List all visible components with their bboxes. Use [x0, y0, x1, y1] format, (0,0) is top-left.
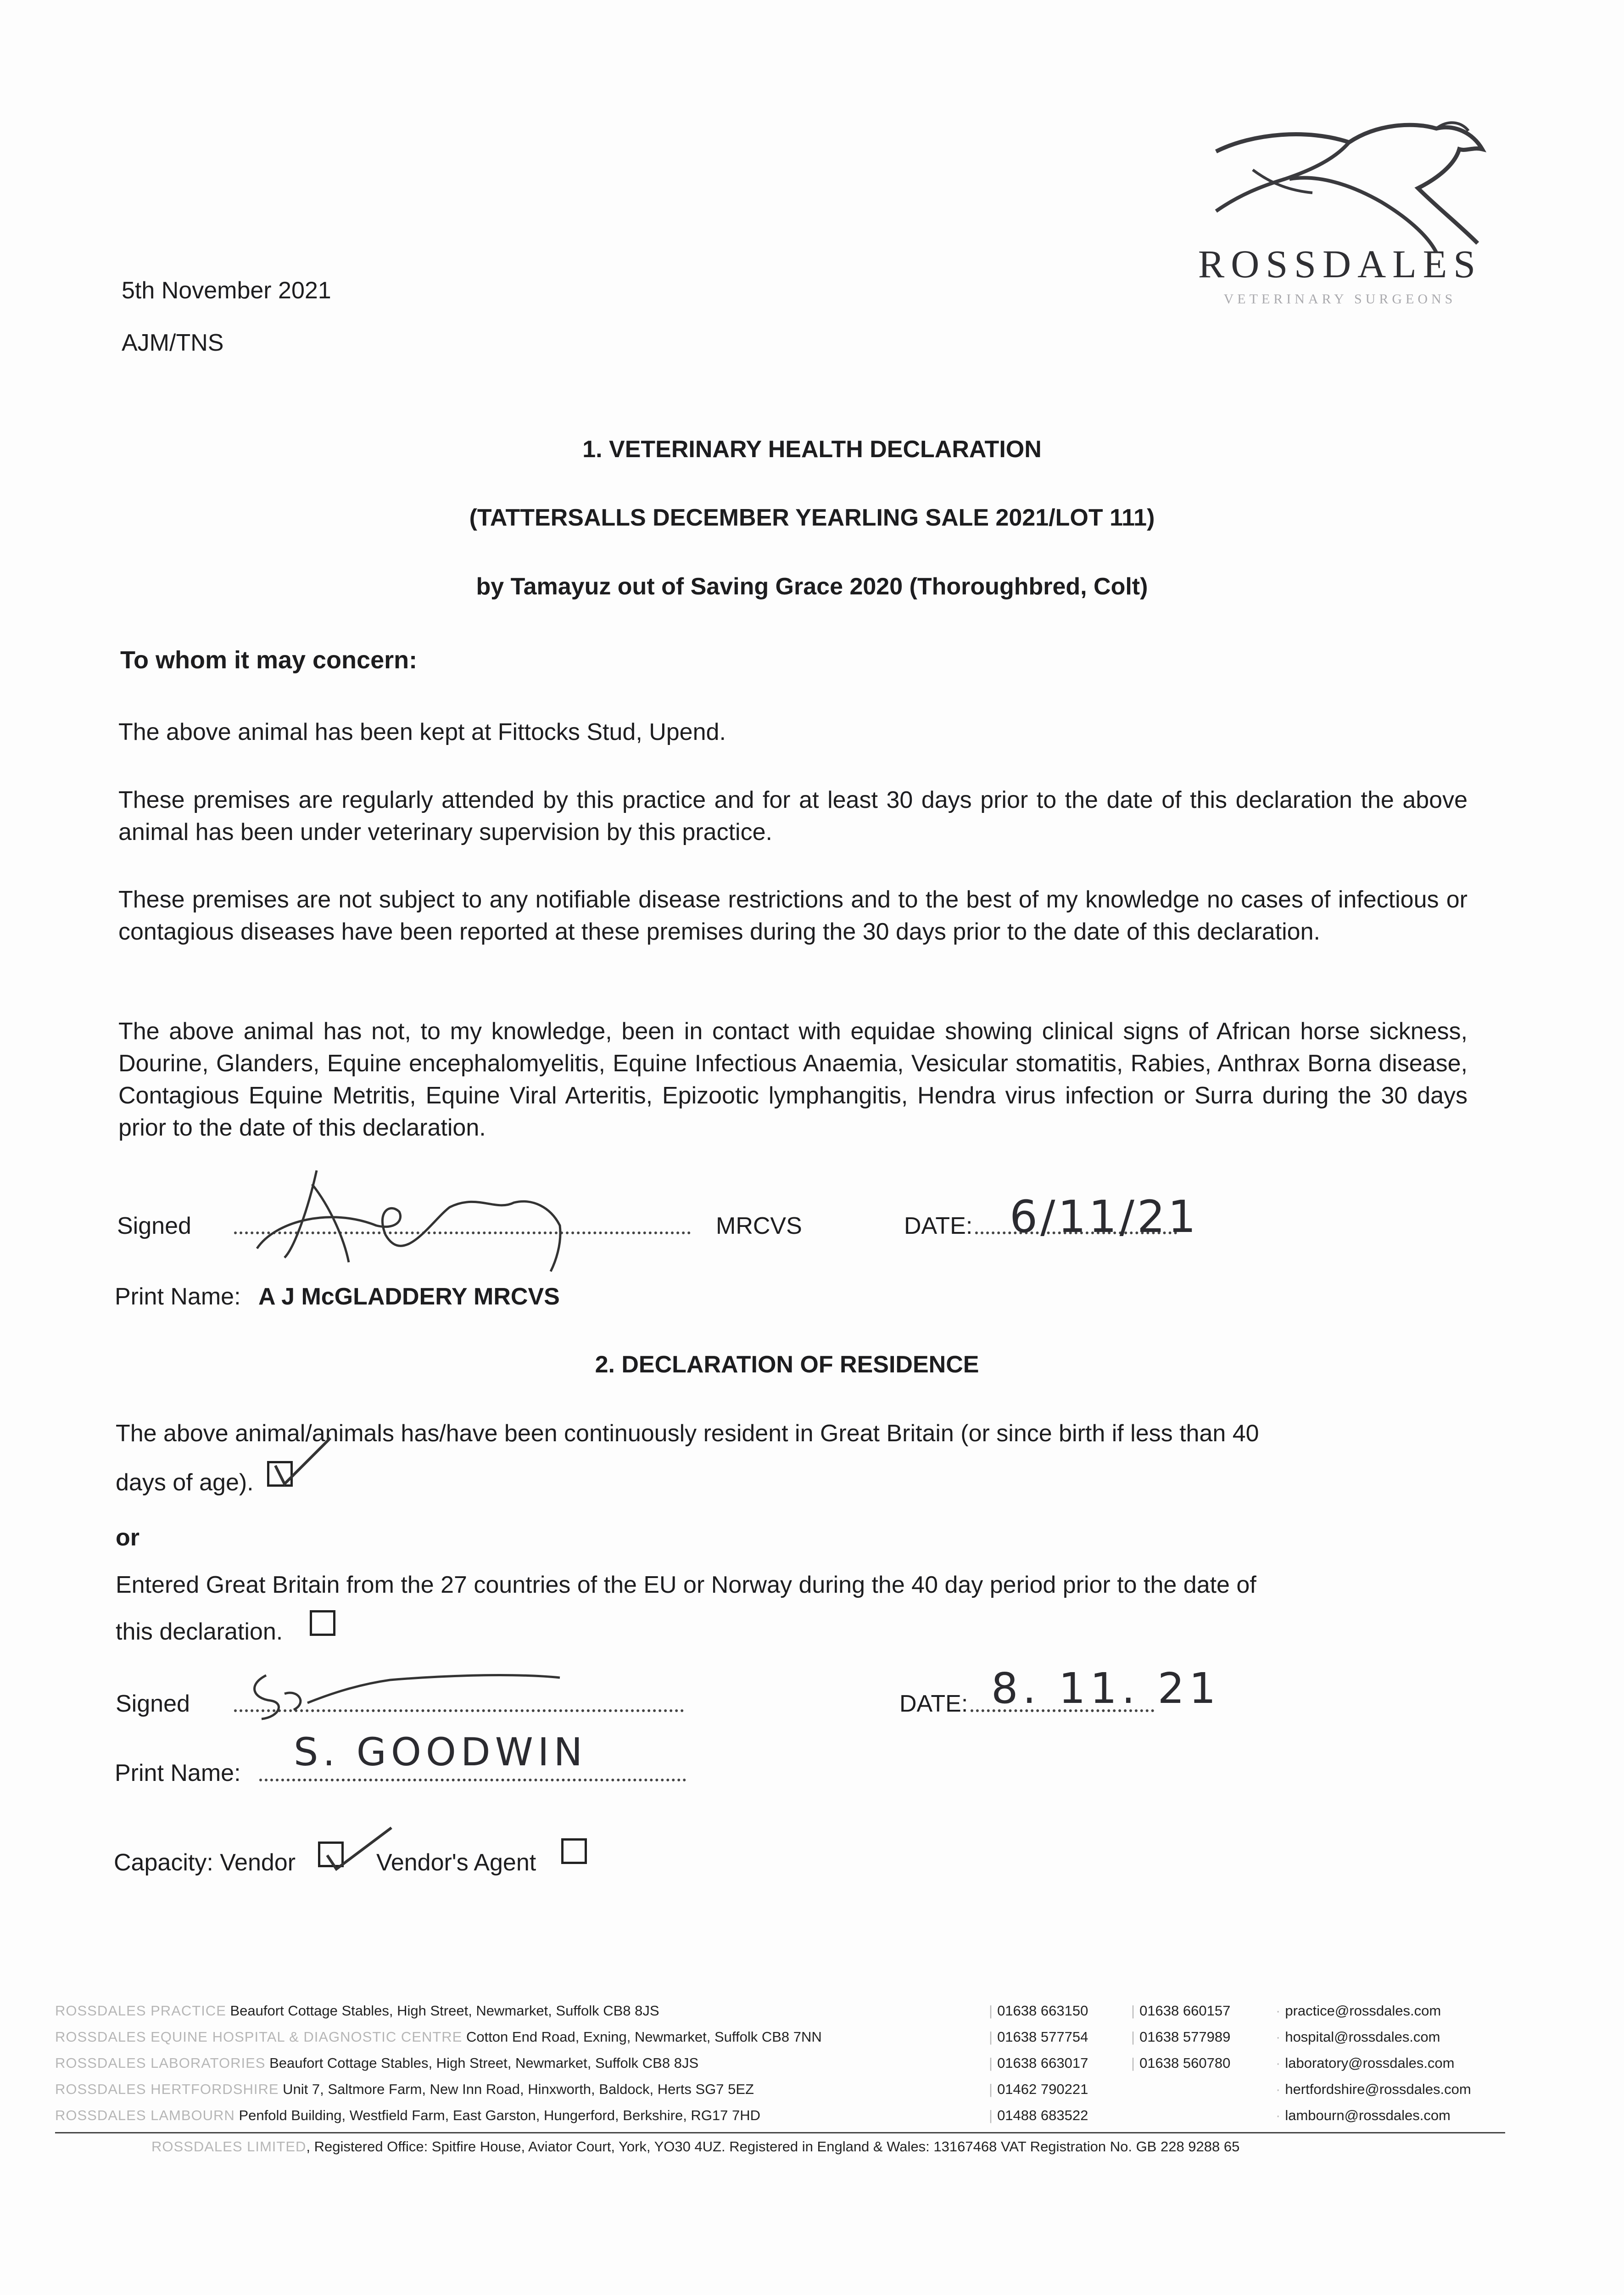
footer-phone: 01638 663150 — [997, 2003, 1088, 2019]
option2-text-a: Entered Great Britain from the 27 countries of the EU or Norway during the 40 day period prior to the date of — [116, 1572, 1256, 1598]
footer-address: Penfold Building, Westfield Farm, East Garston, Hungerford, Berkshire, RG17 7HD — [239, 2107, 761, 2123]
capacity-label: Capacity: Vendor — [114, 1849, 296, 1876]
section1-heading: 1. VETERINARY HEALTH DECLARATION — [582, 436, 1042, 463]
footer-registered-text: , Registered Office: Spitfire House, Aviator Court, York, YO30 4UZ. Registered in England & Wales: 13167468 VAT Registration No. GB 228 9288 65 — [306, 2138, 1240, 2155]
footer-email[interactable]: laboratory@rossdales.com — [1285, 2055, 1455, 2071]
option1-text-b: days of age). — [116, 1469, 254, 1496]
vendor-checkbox[interactable] — [318, 1842, 344, 1867]
vendor-agent-checkbox[interactable] — [561, 1838, 587, 1864]
rossdales-logo — [1189, 115, 1491, 330]
footer-address: Unit 7, Saltmore Farm, New Inn Road, Hinxworth, Baldock, Herts SG7 5EZ — [283, 2081, 754, 2097]
signed-label-2: Signed — [116, 1690, 190, 1717]
checkmark-icon — [271, 1433, 335, 1498]
signed-label-1: Signed — [117, 1213, 191, 1239]
footer-email[interactable]: hospital@rossdales.com — [1285, 2029, 1440, 2045]
paragraph-kept-at: The above animal has been kept at Fittocks Stud, Upend. — [118, 719, 726, 745]
section2-heading: 2. DECLARATION OF RESIDENCE — [595, 1351, 979, 1378]
footer-phone: 01488 683522 — [997, 2107, 1088, 2123]
footer-address: Beaufort Cottage Stables, High Street, Newmarket, Suffolk CB8 8JS — [230, 2003, 659, 2019]
print-name-label-1: Print Name: — [115, 1283, 241, 1310]
footer-dept: ROSSDALES LAMBOURN — [55, 2107, 235, 2123]
print-name-value-1: A J McGLADDERY MRCVS — [258, 1283, 560, 1310]
sale-line: (TATTERSALLS DECEMBER YEARLING SALE 2021/LOT 111) — [469, 504, 1155, 531]
letter-reference: AJM/TNS — [122, 330, 224, 356]
footer-phone: 01638 577754 — [997, 2029, 1088, 2045]
salutation: To whom it may concern: — [120, 646, 418, 674]
footer-email[interactable]: practice@rossdales.com — [1285, 2003, 1441, 2019]
footer-fax: 01638 560780 — [1139, 2055, 1231, 2071]
date-value-2: 8. 11. 21 — [991, 1664, 1221, 1713]
footer-fax: 01638 660157 — [1139, 2003, 1231, 2019]
print-name-label-2: Print Name: — [115, 1760, 241, 1786]
footer-phone: 01462 790221 — [997, 2081, 1088, 2097]
signature-vet — [239, 1157, 587, 1276]
letter-date: 5th November 2021 — [122, 277, 331, 304]
option1-text-a: The above animal/animals has/have been continuously resident in Great Britain (or since birth if less than 40 — [116, 1420, 1259, 1447]
paragraph-no-disease: These premises are not subject to any notifiable disease restrictions and to the best of my knowledge no cases of infectious or contagious diseases have been reported at these premises during the 30 days prior to the date of this declaration. — [118, 886, 1468, 945]
print-name-value-2: S. GOODWIN — [294, 1730, 587, 1774]
footer-dept: ROSSDALES EQUINE HOSPITAL & DIAGNOSTIC CENTRE — [55, 2029, 463, 2045]
footer-registered-prefix: ROSSDALES LIMITED — [151, 2138, 307, 2155]
date-label-2: DATE: — [899, 1690, 968, 1717]
animal-line: by Tamayuz out of Saving Grace 2020 (Thoroughbred, Colt) — [476, 573, 1148, 600]
vendor-agent-label: Vendor's Agent — [376, 1849, 536, 1876]
print-name-line-2 — [259, 1779, 686, 1781]
date-label-1: DATE: — [904, 1213, 973, 1239]
paragraph-supervision: These premises are regularly attended by this practice and for at least 30 days prior to the date of this declaration the above animal has been under veterinary supervision by this practice. — [118, 787, 1468, 845]
or-label: or — [116, 1524, 140, 1551]
logo-tagline: VETERINARY SURGEONS — [1223, 291, 1457, 307]
date-value-1: 6/11/21 — [1010, 1191, 1199, 1243]
paragraph-no-contact: The above animal has not, to my knowledge, been in contact with equidae showing clinical signs of African horse sickness, Dourine, Glanders, Equine encephalomyelitis, Equine Infectious Anaemia, Vesicular stomatitis, Rabies, Anthrax Borna disease, Contagious Equine Metritis, Equine Viral Arteritis, Epizootic lymphangitis, Hendra virus infection or Surra during the 30 days prior to the date of this declaration. — [118, 1018, 1468, 1141]
footer-dept: ROSSDALES PRACTICE — [55, 2003, 226, 2019]
mrcvs-label: MRCVS — [716, 1213, 802, 1239]
footer-email[interactable]: hertfordshire@rossdales.com — [1285, 2081, 1471, 2097]
footer-registered — [151, 2133, 1239, 2160]
footer-phone: 01638 663017 — [997, 2055, 1088, 2071]
footer-dept: ROSSDALES HERTFORDSHIRE — [55, 2081, 279, 2097]
option1-checkbox[interactable] — [267, 1461, 293, 1487]
logo-name: ROSSDALES — [1198, 242, 1482, 286]
option2-text-b: this declaration. — [116, 1618, 283, 1645]
signature-vendor — [239, 1666, 578, 1726]
option2-checkbox[interactable] — [310, 1610, 335, 1636]
footer-fax: 01638 577989 — [1139, 2029, 1231, 2045]
horse-logo-icon — [1198, 115, 1491, 257]
footer-dept: ROSSDALES LABORATORIES — [55, 2055, 266, 2071]
footer-email[interactable]: lambourn@rossdales.com — [1285, 2107, 1451, 2123]
footer-address: Cotton End Road, Exning, Newmarket, Suffolk CB8 7NN — [466, 2029, 822, 2045]
footer-address: Beaufort Cottage Stables, High Street, Newmarket, Suffolk CB8 8JS — [269, 2055, 699, 2071]
